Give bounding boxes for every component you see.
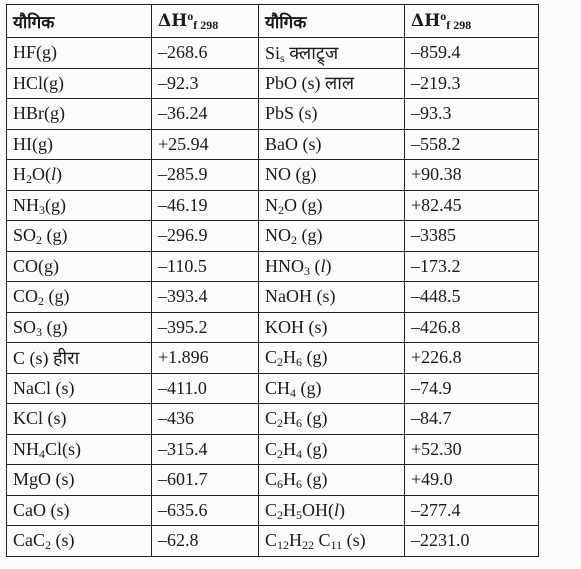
enthalpy-value-left: –395.2 xyxy=(152,312,259,343)
formula-text: Cl(s) xyxy=(45,438,81,459)
compound-cell-left xyxy=(7,373,152,404)
table-row xyxy=(7,282,539,313)
enthalpy-value-left: –36.24 xyxy=(152,99,259,130)
enthalpy-value-left: –411.0 xyxy=(152,373,259,404)
header-row xyxy=(7,5,539,38)
formula-text: (g) xyxy=(42,225,68,246)
enthalpy-of-formation-table xyxy=(6,4,539,557)
enthalpy-value-left: –296.9 xyxy=(152,221,259,252)
formula-text: BaO (s) xyxy=(265,133,322,154)
formula-italic: l xyxy=(51,164,57,185)
formula-text: KOH (s) xyxy=(265,316,328,337)
formula-text: CO(g) xyxy=(13,255,59,276)
enthalpy-value-right: –219.3 xyxy=(405,68,539,99)
formula-subscript: 6 xyxy=(296,416,303,431)
formula-text: ) xyxy=(339,499,346,520)
formula-text: C xyxy=(314,530,331,551)
compound-cell-right xyxy=(259,312,405,343)
formula-text: KCl (s) xyxy=(13,408,67,429)
compound-cell-right xyxy=(259,434,405,465)
formula-subscript: 4 xyxy=(39,446,45,461)
formula-text: H xyxy=(283,438,297,459)
table-row xyxy=(7,526,539,557)
formula-subscript: 3 xyxy=(39,202,45,217)
table-row xyxy=(7,99,539,130)
compound-cell-left xyxy=(7,38,152,69)
formula-subscript: 2 xyxy=(277,416,284,431)
formula-subscript: 2 xyxy=(45,538,52,553)
compound-cell-right xyxy=(259,68,405,99)
compound-cell-right xyxy=(259,526,405,557)
formula-text: HCl(g) xyxy=(13,72,64,93)
formula-text: CaO (s) xyxy=(13,499,70,520)
compound-cell-right xyxy=(259,404,405,435)
formula-text: (g) xyxy=(302,469,328,490)
enthalpy-value-right: –426.8 xyxy=(405,312,539,343)
formula-text: O( xyxy=(32,164,51,185)
compound-cell-right xyxy=(259,38,405,69)
formula-text: NH xyxy=(13,194,39,215)
formula-text: C xyxy=(265,469,278,490)
formula-text: ( xyxy=(310,255,321,276)
enthalpy-value-left: –635.6 xyxy=(152,495,259,526)
table-row xyxy=(7,434,539,465)
formula-text: MgO (s) xyxy=(13,469,75,490)
enthalpy-value-right: –558.2 xyxy=(405,129,539,160)
table-row xyxy=(7,190,539,221)
enthalpy-value-right: –74.9 xyxy=(405,373,539,404)
compound-cell-left xyxy=(7,404,152,435)
formula-text: Si xyxy=(265,42,281,63)
enthalpy-value-left: –436 xyxy=(152,404,259,435)
enthalpy-value-right: –93.3 xyxy=(405,99,539,130)
formula-text: (g) xyxy=(302,408,328,429)
formula-text: H xyxy=(283,499,297,520)
table-row xyxy=(7,312,539,343)
enthalpy-value-left: –62.8 xyxy=(152,526,259,557)
formula-text: (g) xyxy=(297,225,323,246)
enthalpy-value-left: –110.5 xyxy=(152,251,259,282)
table-row xyxy=(7,465,539,496)
enthalpy-value-right: –277.4 xyxy=(405,495,539,526)
standard-state-superscript: o xyxy=(440,9,447,23)
compound-cell-right xyxy=(259,373,405,404)
compound-cell-right xyxy=(259,221,405,252)
formula-text: C xyxy=(265,408,278,429)
formula-text: H xyxy=(283,469,297,490)
compound-cell-left xyxy=(7,495,152,526)
compound-header-right: यौगिक xyxy=(259,5,405,38)
enthalpy-header-left xyxy=(152,5,259,38)
formula-subscript: s xyxy=(280,50,285,65)
compound-cell-left xyxy=(7,312,152,343)
formula-subscript: 2 xyxy=(277,355,284,370)
table-row xyxy=(7,129,539,160)
compound-cell-left xyxy=(7,526,152,557)
formula-text: HNO xyxy=(265,255,304,276)
enthalpy-value-left: –393.4 xyxy=(152,282,259,313)
formula-text: (g) xyxy=(44,286,70,307)
enthalpy-value-right: +82.45 xyxy=(405,190,539,221)
compound-cell-left xyxy=(7,251,152,282)
enthalpy-value-right: +226.8 xyxy=(405,343,539,374)
formula-text: (g) xyxy=(42,316,68,337)
enthalpy-value-right: –859.4 xyxy=(405,38,539,69)
formula-subscript: 2 xyxy=(277,507,284,522)
formula-text: HI(g) xyxy=(13,133,53,154)
enthalpy-header-right xyxy=(405,5,539,38)
formula-subscript: 2 xyxy=(26,172,32,187)
formula-text: H xyxy=(289,530,303,551)
compound-cell-right xyxy=(259,343,405,374)
formula-text: SO xyxy=(13,225,37,246)
formula-subscript: 3 xyxy=(36,324,43,339)
formula-text: CH xyxy=(265,377,291,398)
compound-cell-right xyxy=(259,495,405,526)
formula-text: NaOH (s) xyxy=(265,286,336,307)
compound-cell-right xyxy=(259,190,405,221)
formula-subscript: 2 xyxy=(38,294,45,309)
formula-subscript: 4 xyxy=(296,446,303,461)
enthalpy-value-left: –92.3 xyxy=(152,68,259,99)
compound-cell-right xyxy=(259,99,405,130)
enthalpy-value-right: –84.7 xyxy=(405,404,539,435)
formula-text: ) xyxy=(56,164,63,185)
table-row xyxy=(7,38,539,69)
enthalpy-subscript: f 298 xyxy=(446,18,472,32)
table-row xyxy=(7,221,539,252)
formula-text: ) xyxy=(325,255,332,276)
formula-text: H xyxy=(283,408,297,429)
table-row xyxy=(7,373,539,404)
enthalpy-value-right: –2231.0 xyxy=(405,526,539,557)
table-row xyxy=(7,343,539,374)
formula-text: N xyxy=(265,194,278,215)
formula-text: H xyxy=(13,164,26,185)
compound-cell-left xyxy=(7,221,152,252)
table-row xyxy=(7,495,539,526)
table-row xyxy=(7,404,539,435)
compound-cell-left xyxy=(7,465,152,496)
formula-subscript: 5 xyxy=(296,507,303,522)
enthalpy-value-left: –315.4 xyxy=(152,434,259,465)
formula-text: OH( xyxy=(302,499,335,520)
formula-subscript: 2 xyxy=(291,233,297,248)
enthalpy-value-right: –448.5 xyxy=(405,282,539,313)
formula-subscript: 2 xyxy=(36,233,43,248)
enthalpy-value-right: +90.38 xyxy=(405,160,539,191)
compound-cell-left xyxy=(7,68,152,99)
enthalpy-symbol: ΔH xyxy=(158,11,188,31)
formula-text: (g) xyxy=(45,194,66,215)
enthalpy-value-right: +49.0 xyxy=(405,465,539,496)
compound-cell-right xyxy=(259,160,405,191)
formula-subscript: 6 xyxy=(296,477,303,492)
formula-text: PbO (s) लाल xyxy=(265,73,355,94)
formula-text: C (s) हीरा xyxy=(13,347,80,368)
compound-cell-left xyxy=(7,190,152,221)
enthalpy-value-right: –3385 xyxy=(405,221,539,252)
table-row xyxy=(7,251,539,282)
formula-text: HF(g) xyxy=(13,42,57,63)
formula-text: H xyxy=(283,347,297,368)
enthalpy-symbol: ΔH xyxy=(411,11,441,31)
enthalpy-value-left: –285.9 xyxy=(152,160,259,191)
table-body xyxy=(7,38,539,557)
formula-subscript: 2 xyxy=(277,446,284,461)
table-row xyxy=(7,68,539,99)
formula-text: CaC xyxy=(13,530,46,551)
formula-text: क्लाट्र्ज xyxy=(284,42,339,63)
formula-text: NaCl (s) xyxy=(13,377,75,398)
formula-text: (s) xyxy=(342,530,366,551)
compound-cell-right xyxy=(259,282,405,313)
formula-italic: l xyxy=(334,499,340,520)
compound-cell-left xyxy=(7,282,152,313)
compound-cell-right xyxy=(259,465,405,496)
compound-cell-left xyxy=(7,434,152,465)
formula-text: NO xyxy=(265,225,291,246)
compound-cell-left xyxy=(7,160,152,191)
formula-text: NH xyxy=(13,438,39,459)
formula-text: CO xyxy=(13,286,39,307)
formula-text: O (g) xyxy=(284,194,323,215)
formula-subscript: 22 xyxy=(302,538,315,553)
enthalpy-value-left: –268.6 xyxy=(152,38,259,69)
formula-text: C xyxy=(265,499,278,520)
compound-cell-left xyxy=(7,99,152,130)
compound-cell-left xyxy=(7,129,152,160)
compound-cell-right xyxy=(259,251,405,282)
compound-header-left: यौगिक xyxy=(7,5,152,38)
formula-subscript: 4 xyxy=(290,385,297,400)
enthalpy-value-left: –46.19 xyxy=(152,190,259,221)
formula-text: HBr(g) xyxy=(13,103,65,124)
standard-state-superscript: o xyxy=(187,9,194,23)
formula-subscript: 6 xyxy=(277,477,284,492)
formula-subscript: 6 xyxy=(296,355,303,370)
formula-text: C xyxy=(265,438,278,459)
formula-text: (g) xyxy=(302,347,328,368)
formula-subscript: 11 xyxy=(330,538,343,553)
table-header xyxy=(7,5,539,38)
formula-text: (s) xyxy=(51,530,75,551)
formula-text: NO (g) xyxy=(265,164,317,185)
formula-text: C xyxy=(265,530,278,551)
table-row xyxy=(7,160,539,191)
formula-text: SO xyxy=(13,316,37,337)
formula-text: (g) xyxy=(302,438,328,459)
formula-text: (g) xyxy=(296,377,322,398)
enthalpy-value-left: +25.94 xyxy=(152,129,259,160)
compound-cell-right xyxy=(259,129,405,160)
formula-subscript: 12 xyxy=(277,538,290,553)
enthalpy-value-right: +52.30 xyxy=(405,434,539,465)
formula-subscript: 3 xyxy=(304,263,310,278)
enthalpy-value-right: –173.2 xyxy=(405,251,539,282)
enthalpy-subscript: f 298 xyxy=(193,18,219,32)
formula-text: PbS (s) xyxy=(265,103,318,124)
formula-text: C xyxy=(265,347,278,368)
enthalpy-value-left: +1.896 xyxy=(152,343,259,374)
formula-italic: l xyxy=(320,255,326,276)
enthalpy-value-left: –601.7 xyxy=(152,465,259,496)
formula-subscript: 2 xyxy=(278,202,284,217)
compound-cell-left xyxy=(7,343,152,374)
